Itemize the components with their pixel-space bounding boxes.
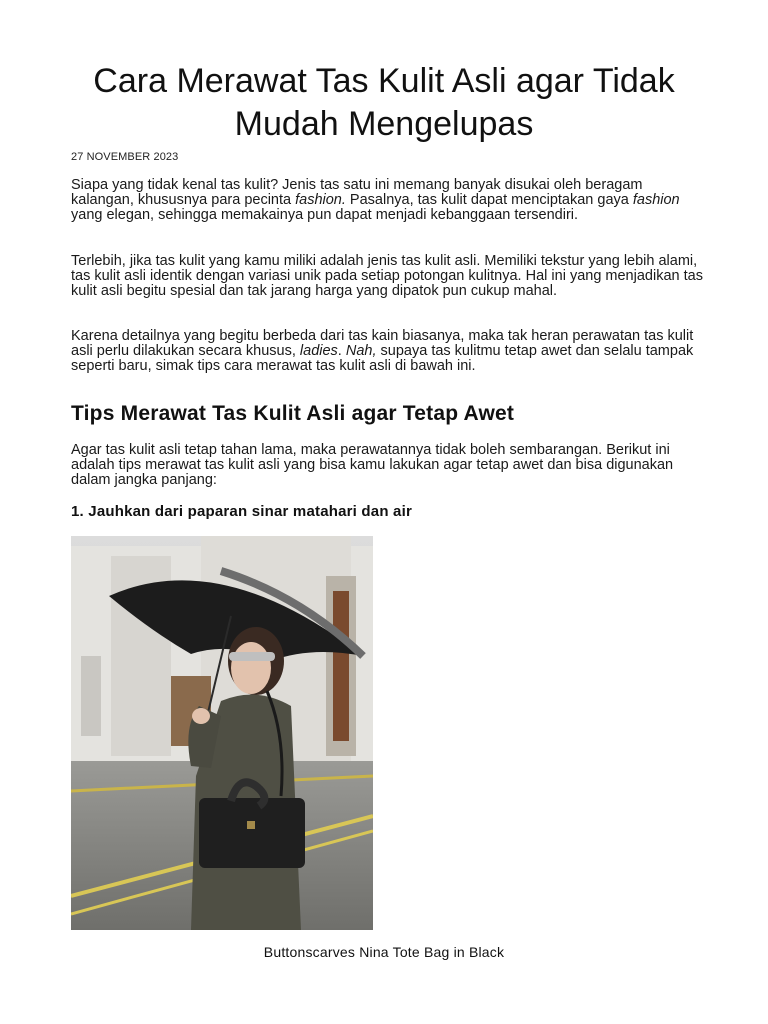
text-run: Terlebih, jika tas kulit yang kamu miliki adalah jenis tas kulit asli. Memiliki tekstur yang lebih alami, tas kulit asli identik dengan variasi unik pada setiap potongan kulitnya. Hal ini yang menjadikan tas kulit asli begitu spesial dan tak jarang harga yang dipatok pun cukup mahal. [71, 253, 703, 300]
tip-heading: 1. Jauhkan dari paparan sinar matahari dan air [71, 503, 412, 520]
text-run: supaya tas kulitmu tetap awet dan selalu tampak seperti baru, simak tips cara merawat tas kulit asli di bawah ini. [71, 343, 694, 375]
italic-text-run: ladies [299, 343, 338, 360]
section-paragraph: Agar tas kulit asli tetap tahan lama, maka perawatannya tidak boleh sembarangan. Berikut ini adalah tips merawat tas kulit asli yang bisa kamu lakukan agar tetap awet dan bisa digunakan dalam jangka panjang: [71, 442, 674, 489]
italic-text-run: Nah, [345, 343, 377, 360]
article-title: Cara Merawat Tas Kulit Asli agar Tidak Mudah Mengelupas [93, 62, 675, 143]
text-run: Siapa yang tidak kenal tas kulit? Jenis tas satu ini memang banyak disukai oleh beragam kalangan, khususnya para pecinta [71, 177, 643, 209]
intro-paragraph-1 [71, 178, 703, 224]
italic-text-run: fashion [632, 192, 680, 209]
text-run: . [337, 343, 346, 360]
woman-umbrella-photo [71, 536, 373, 930]
article-photo [71, 536, 373, 930]
image-caption: Buttonscarves Nina Tote Bag in Black [263, 944, 505, 960]
section-heading: Tips Merawat Tas Kulit Asli agar Tetap Awet [71, 402, 515, 425]
italic-text-run: fashion. [295, 192, 346, 209]
text-run: yang elegan, sehingga memakainya pun dapat menjadi kebanggaan tersendiri. [71, 207, 579, 224]
text-run: Pasalnya, tas kulit dapat menciptakan gaya [345, 192, 633, 209]
text-run: Karena detailnya yang begitu berbeda dari tas kain biasanya, maka tak heran perawatan tas kulit asli perlu dilakukan secara khusus, [71, 328, 694, 360]
intro-paragraph-2 [71, 254, 703, 300]
intro-paragraph-3 [71, 329, 703, 375]
article-date: 27 NOVEMBER 2023 [71, 151, 179, 163]
